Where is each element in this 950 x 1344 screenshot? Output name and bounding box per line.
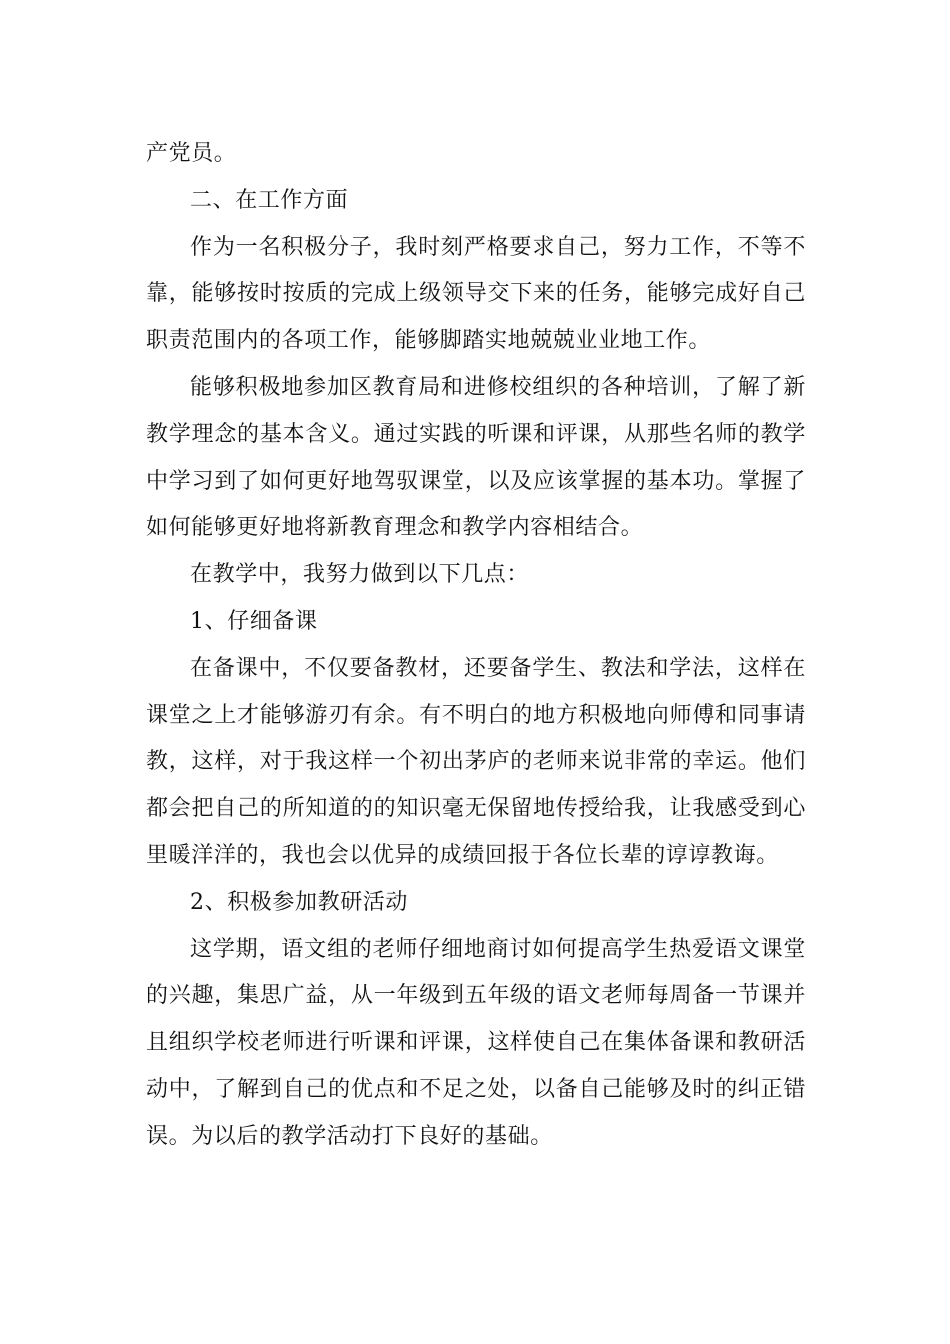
paragraph-continuation: 产党员。 <box>146 141 237 166</box>
paragraph-lesson-prep: 在备课中，不仅要备教材，还要备学生、教法和学法，这样在课堂之上才能够游刃有余。有不明白的地方积极地向师傅和同事请教，这样，对于我这样一个初出茅庐的老师来说非常的幸运。他们都会把自己的所知道的的知识毫无保留地传授给我，让我感受到心里暖洋洋的，我也会以优异的成绩回报于各位长辈的谆谆教诲。 <box>146 655 806 868</box>
paragraph-teaching-intro: 在教学中，我努力做到以下几点： <box>190 562 530 588</box>
paragraph-teaching-research: 这学期，语文组的老师仔细地商讨如何提高学生热爱语文课堂的兴趣，集思广益，从一年级到五年级的语文老师每周备一节课并且组织学校老师进行听课和评课，这样使自己在集体备课和教研活动中，了解到自己的优点和不足之处，以备自己能够及时的纠正错误。为以后的教学活动打下良好的基础。 <box>146 936 806 1149</box>
paragraph-training: 能够积极地参加区教育局和进修校组织的各种培训，了解了新教学理念的基本含义。通过实践的听课和评课，从那些名师的教学中学习到了如何更好地驾驭课堂，以及应该掌握的基本功。掌握了如何能够更好地将新教育理念和教学内容相结合。 <box>146 374 806 541</box>
subheading-teaching-research: 2、积极参加教研活动 <box>190 889 408 915</box>
subheading-lesson-prep: 1、仔细备课 <box>190 608 318 634</box>
section-heading-work: 二、在工作方面 <box>190 187 349 213</box>
document-body <box>146 131 806 1161</box>
paragraph-work-attitude: 作为一名积极分子，我时刻严格要求自己，努力工作，不等不靠，能够按时按质的完成上级领导交下来的任务，能够完成好自己职责范围内的各项工作，能够脚踏实地兢兢业业地工作。 <box>146 234 806 354</box>
